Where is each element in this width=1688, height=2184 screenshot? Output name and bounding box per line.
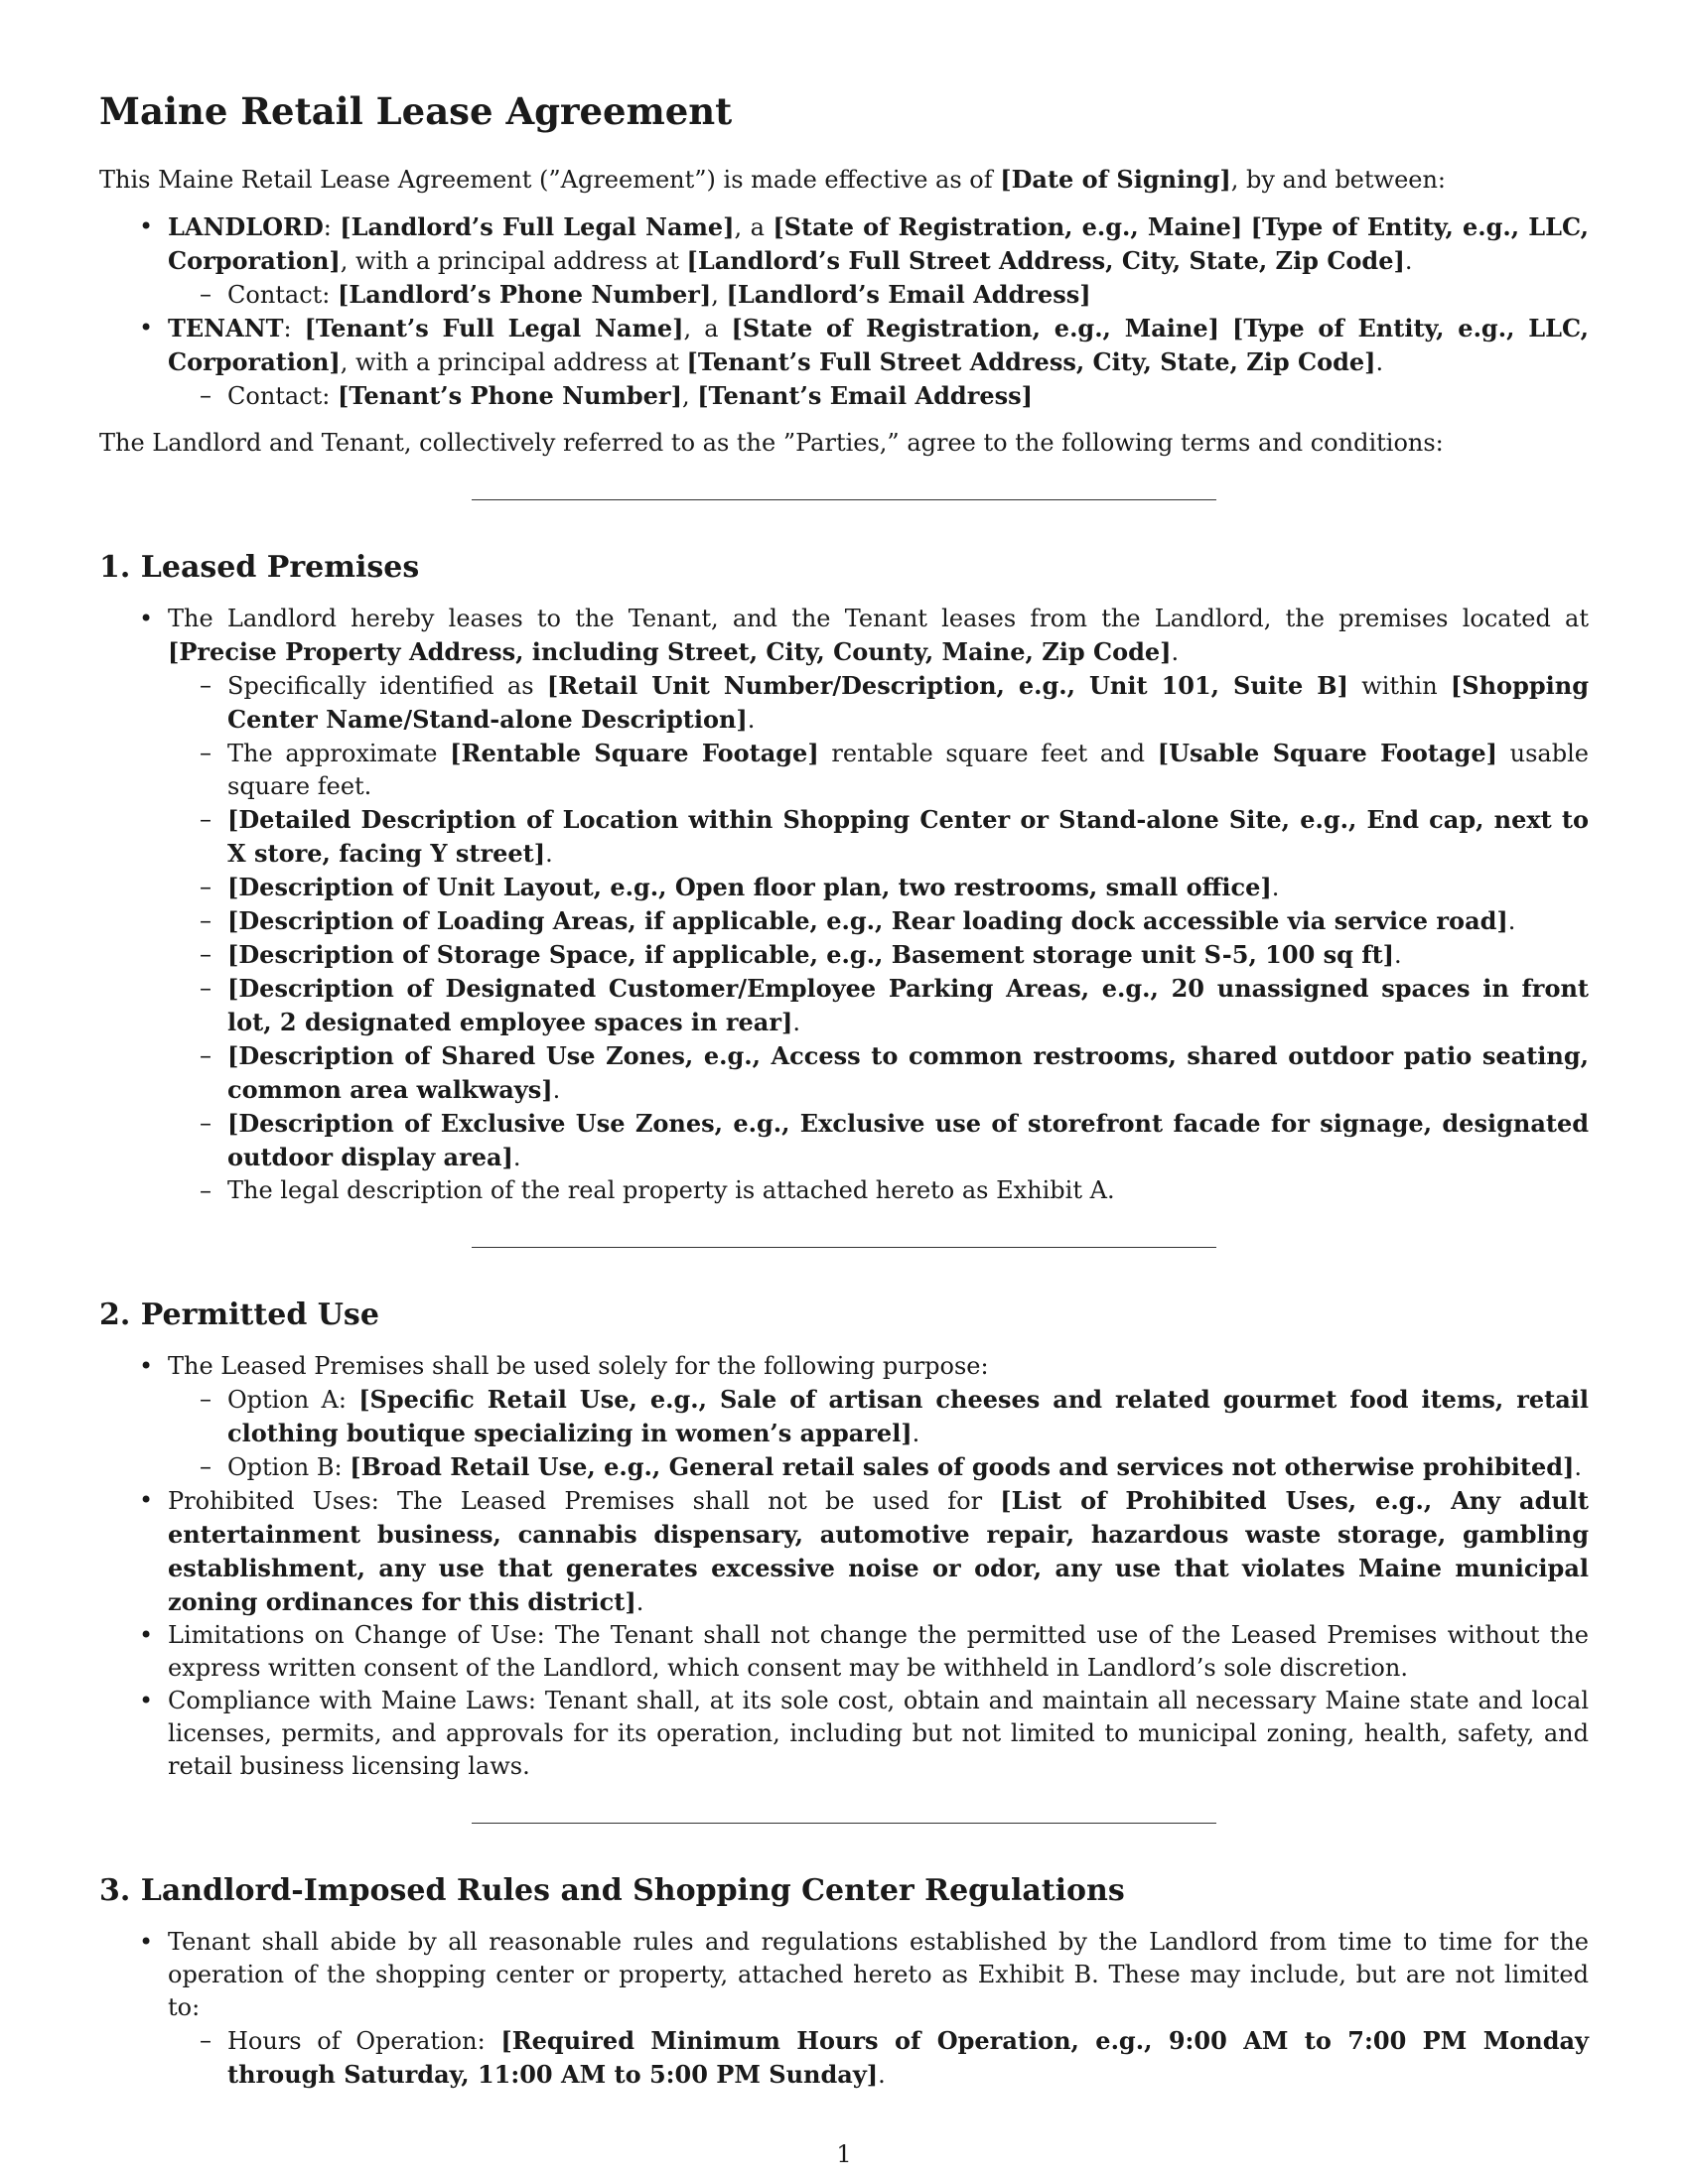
landlord-email-placeholder: [Landlord’s Email Address] xyxy=(726,280,1091,309)
landlord-phone-placeholder: [Landlord’s Phone Number] xyxy=(338,280,712,309)
list-item: • Limitations on Change of Use: The Tenant shall not change the permitted use of the Leased Premises without the express written consent of the Landlord, which consent may be withheld in Landlord’s sole discretion. xyxy=(99,1619,1589,1685)
section-3-heading: 3. Landlord-Imposed Rules and Shopping Center Regulations xyxy=(99,1873,1125,1908)
intro-text-end: , by and between: xyxy=(1230,166,1447,194)
intro-paragraph xyxy=(99,163,1589,197)
parties-list xyxy=(99,210,1589,413)
landlord-entity-placeholder: [Type of Entity, e.g., LLC, Corporation] xyxy=(168,212,1590,275)
list-item: – Option A: [Specific Retail Use, e.g., Sale of artisan cheeses and related gourmet food items, retail clothing boutique specializing in women’s apparel]. xyxy=(168,1383,1589,1450)
landlord-state-placeholder: [State of Registration, e.g., Maine] xyxy=(773,212,1243,241)
list-item: – Hours of Operation: [Required Minimum Hours of Operation, e.g., 9:00 AM to 7:00 PM Monday through Saturday, 11:00 AM to 5:00 PM Sunday]. xyxy=(168,2024,1589,2092)
document-title: Maine Retail Lease Agreement xyxy=(99,89,733,133)
landlord-label: LANDLORD xyxy=(168,212,324,241)
tenant-item: • TENANT: [Tenant’s Full Legal Name], a [State of Registration, e.g., Maine] [Type of Entity, e.g., LLC, Corporation], with a principal address at [Tenant’s Full Street Address, City, State, Zip Code]. – Contact: [Tenant’s Phone Number], [Tenant’s Email Address] xyxy=(99,312,1589,413)
list-item: – [Description of Loading Areas, if applicable, e.g., Rear loading dock accessible via service road]. xyxy=(168,904,1589,938)
list-item: – [Description of Unit Layout, e.g., Open floor plan, two restrooms, small office]. xyxy=(168,871,1589,904)
page-number: 1 xyxy=(836,2140,852,2168)
list-item: – [Description of Exclusive Use Zones, e.g., Exclusive use of storefront facade for signage, designated outdoor display area]. xyxy=(168,1107,1589,1174)
list-item: • The Leased Premises shall be used solely for the following purpose: – Option A: [Specific Retail Use, e.g., Sale of artisan cheeses and related gourmet food items, retail clothing boutique specializing in women’s apparel]. – Option B: [Broad Retail Use, e.g., General retail sales of goods and services not otherwise prohibited]. xyxy=(99,1350,1589,1484)
tenant-state-placeholder: [State of Registration, e.g., Maine] xyxy=(731,314,1219,342)
landlord-name-placeholder: [Landlord’s Full Legal Name] xyxy=(340,212,735,241)
tenant-entity-placeholder: [Type of Entity, e.g., LLC, Corporation] xyxy=(168,314,1589,376)
tenant-name-placeholder: [Tenant’s Full Legal Name] xyxy=(304,314,684,342)
section-1-heading: 1. Leased Premises xyxy=(99,550,420,585)
list-item: – The legal description of the real property is attached hereto as Exhibit A. xyxy=(168,1174,1589,1207)
list-item: – [Description of Designated Customer/Employee Parking Areas, e.g., 20 unassigned spaces in front lot, 2 designated employee spaces in rear]. xyxy=(168,972,1589,1039)
list-item: – [Description of Shared Use Zones, e.g., Access to common restrooms, shared outdoor patio seating, common area walkways]. xyxy=(168,1039,1589,1107)
list-item: – Specifically identified as [Retail Unit Number/Description, e.g., Unit 101, Suite B] within [Shopping Center Name/Stand-alone Description]. xyxy=(168,669,1589,737)
document-page xyxy=(99,79,1589,2092)
section-divider xyxy=(472,1823,1216,1824)
list-item: • Tenant shall abide by all reasonable rules and regulations established by the Landlord from time to time for the operation of the shopping center or property, attached hereto as Exhibit B. These may include, but are not limited to: – Hours of Operation: [Required Minimum Hours of Operation, e.g., 9:00 AM to 7:00 PM Monday through Saturday, 11:00 AM to 5:00 PM Sunday]. xyxy=(99,1926,1589,2092)
list-item: • Prohibited Uses: The Leased Premises shall not be used for [List of Prohibited Uses, e.g., Any adult entertainment business, cannabis dispensary, automotive repair, hazardous waste storage, gambling establishment, any use that generates excessive noise or odor, any use that violates Maine municipal zoning ordinances for this district]. xyxy=(99,1484,1589,1619)
landlord-contact: – Contact: [Landlord’s Phone Number], [Landlord’s Email Address] xyxy=(168,278,1589,312)
section-divider xyxy=(472,499,1216,500)
list-item: • The Landlord hereby leases to the Tenant, and the Tenant leases from the Landlord, the premises located at [Precise Property Address, including Street, City, County, Maine, Zip Code]. – Specifically identified as [Retail Unit Number/Description, e.g., Unit 101, Suite B] within [Shopping Center Name/Stand-alone Description]. – The approximate [Rentable Square Footage] rentable square feet and [Usable Square Footage] usable square feet. – [Detailed Description of Location within Shopping Center or Stand-alone Site, e.g., End cap, next to X store, facing Y street]. – [Description of Unit Layout, e.g., Open floor plan, two restrooms, small office]. – [Description of Loading Areas, if applicable, e.g., Rear loading dock accessible via service road]. – [Description of Storage Space, if applicable, e.g., Basement storage unit S-5, 100 sq ft]. – [Description of Designated Customer/Employee Parking Areas, e.g., 20 unassigned spaces in front lot, 2 designated employee spaces in rear]. – [Description of Shared Use Zones, e.g., Access to common restrooms, shared outdoor patio seating, common area walkways]. – [Description of Exclusive Use Zones, e.g., Exclusive use of storefront facade for signage, designated outdoor display area]. – The legal description of the real property is attached hereto as Exhibit A. xyxy=(99,603,1589,1207)
tenant-phone-placeholder: [Tenant’s Phone Number] xyxy=(338,381,682,410)
section-divider xyxy=(472,1247,1216,1248)
property-address-placeholder: [Precise Property Address, including Street, City, County, Maine, Zip Code] xyxy=(168,637,1172,666)
tenant-address-placeholder: [Tenant’s Full Street Address, City, State, Zip Code] xyxy=(686,347,1376,376)
tenant-contact: – Contact: [Tenant’s Phone Number], [Tenant’s Email Address] xyxy=(168,379,1589,413)
list-item: – [Description of Storage Space, if applicable, e.g., Basement storage unit S-5, 100 sq ft]. xyxy=(168,938,1589,972)
landlord-item: • LANDLORD: [Landlord’s Full Legal Name], a [State of Registration, e.g., Maine] [Type of Entity, e.g., LLC, Corporation], with a principal address at [Landlord’s Full Street Address, City, State, Zip Code]. – Contact: [Landlord’s Phone Number], [Landlord’s Email Address] xyxy=(99,210,1589,312)
tenant-email-placeholder: [Tenant’s Email Address] xyxy=(697,381,1033,410)
date-of-signing-placeholder: [Date of Signing] xyxy=(1000,165,1231,194)
section-1-list xyxy=(99,603,1589,1207)
intro-text: This Maine Retail Lease Agreement (”Agreement”) is made effective as of xyxy=(99,166,1001,194)
list-item: – Option B: [Broad Retail Use, e.g., General retail sales of goods and services not otherwise prohibited]. xyxy=(168,1450,1589,1484)
list-item: • Compliance with Maine Laws: Tenant shall, at its sole cost, obtain and maintain all necessary Maine state and local licenses, permits, and approvals for its operation, including but not limited to municipal zoning, health, safety, and retail business licensing laws. xyxy=(99,1685,1589,1783)
list-item: – [Detailed Description of Location within Shopping Center or Stand-alone Site, e.g., End cap, next to X store, facing Y street]. xyxy=(168,803,1589,871)
section-2-list xyxy=(99,1350,1589,1783)
parties-paragraph: The Landlord and Tenant, collectively referred to as the ”Parties,” agree to the following terms and conditions: xyxy=(99,429,1444,457)
landlord-address-placeholder: [Landlord’s Full Street Address, City, State, Zip Code] xyxy=(686,246,1405,275)
section-3-list xyxy=(99,1926,1589,2092)
section-2-heading: 2. Permitted Use xyxy=(99,1297,379,1332)
list-item: – The approximate [Rentable Square Footage] rentable square feet and [Usable Square Footage] usable square feet. xyxy=(168,737,1589,803)
tenant-label: TENANT xyxy=(168,314,284,342)
